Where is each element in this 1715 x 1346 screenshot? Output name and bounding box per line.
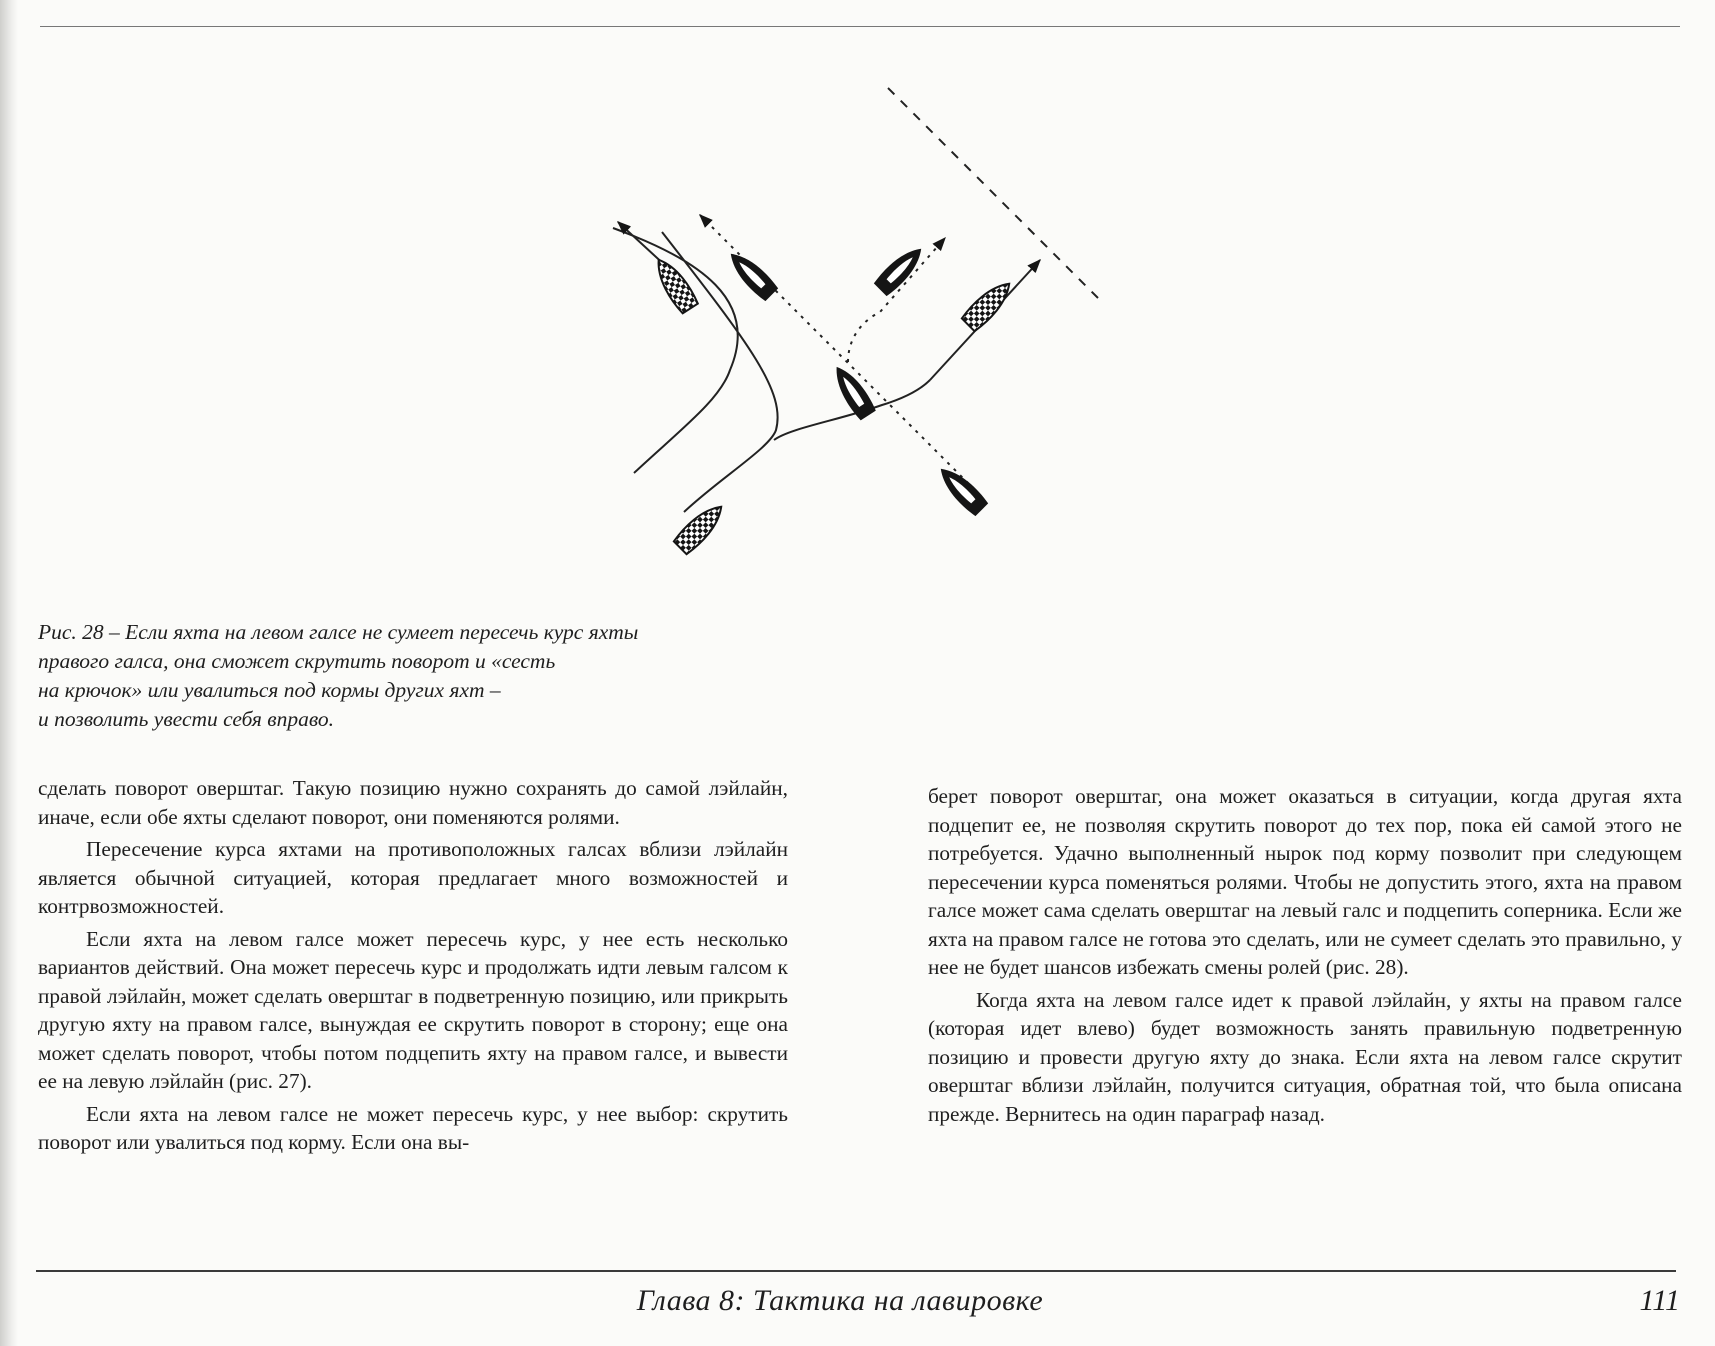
paragraph: сделать поворот оверштаг. Такую позицию нужно сохранять до самой лэйлайн, иначе, если обе яхты сделают поворот, они поменяются ролями.	[38, 776, 788, 829]
page-number: 111	[1639, 1284, 1680, 1317]
paragraph: Если яхта на левом галсе может пересечь курс, у нее есть несколько вариантов действий. Она может пересечь курс и продолжать идти левым галсом к правой лэйлайн, может сделать оверштаг в подветренную позицию, или прикрыть другую яхту на правом галсе, вынуждая ее скрутить поворот в сторону; еще она может сделать поворот, чтобы потом подцепить яхту на правом галсе, и вывести ее на левую лэйлайн (рис. 27).	[38, 926, 788, 1093]
footer-rule	[36, 1270, 1676, 1272]
dotted-course-branch	[848, 238, 945, 362]
top-rule	[40, 26, 1680, 27]
caption-line: и позволить увести себя вправо.	[38, 707, 335, 731]
yacht-checkered-upper-right	[961, 276, 1017, 332]
caption-line: Рис. 28 – Если яхта на левом галсе не сумеет пересечь курс яхты	[38, 620, 639, 644]
right-text-column	[928, 782, 1682, 1132]
track-left-tack-yacht	[613, 228, 738, 473]
yacht-tactics-diagram	[520, 60, 1160, 580]
paragraph: берет поворот оверштаг, она может оказаться в ситуации, когда другая яхта подцепит ее, не позволяя скрутить поворот до тех пор, пока ей самой этого не потребуется. Удачно выполненный нырок под корму позволит при следующем пересечении курса поменяться ролями. Чтобы не допустить этого, яхта на правом галсе может сама сделать оверштаг на левый галс и подцепить соперника. Если же яхта на правом галсе не готова это сделать, или не сумеет сделать это правильно, у нее не будет шансов избежать смены ролей (рис. 28).	[928, 784, 1682, 979]
caption-line: на крючок» или увалиться под кормы других яхт –	[38, 678, 501, 702]
paragraph: Когда яхта на левом галсе идет к правой лэйлайн, у яхты на правом галсе (которая идет влево) будет возможность занять правильную подветренную позицию и провести другую яхту до знака. Если яхта на левом галсе скрутит оверштаг вблизи лэйлайн, получится ситуация, обратная той, что была описана прежде. Вернитесь на один параграф назад.	[928, 987, 1682, 1126]
scan-edge-shadow	[0, 0, 18, 1346]
yacht-dark-upper-left	[723, 246, 779, 302]
yacht-dark-upper-right	[873, 241, 929, 297]
yacht-dark-bottom-right	[933, 461, 989, 517]
paragraph: Если яхта на левом галсе не может пересечь курс, у нее выбор: скрутить поворот или увалиться под корму. Если она вы-	[38, 1101, 788, 1154]
figure-caption	[38, 618, 808, 734]
left-text-column	[38, 774, 788, 1161]
yacht-dark-center	[828, 361, 877, 421]
yacht-checkered-bottom	[673, 499, 729, 555]
paragraph: Пересечение курса яхтами на противоположных галсах вблизи лэйлайн является обычной ситуацией, которая предлагает много возможностей и контрвозможностей.	[38, 837, 788, 918]
caption-line: правого галса, она сможет скрутить поворот и «сесть	[38, 649, 556, 673]
running-title: Глава 8: Тактика на лавировке	[636, 1284, 1044, 1317]
layline-dashed	[888, 88, 1098, 298]
